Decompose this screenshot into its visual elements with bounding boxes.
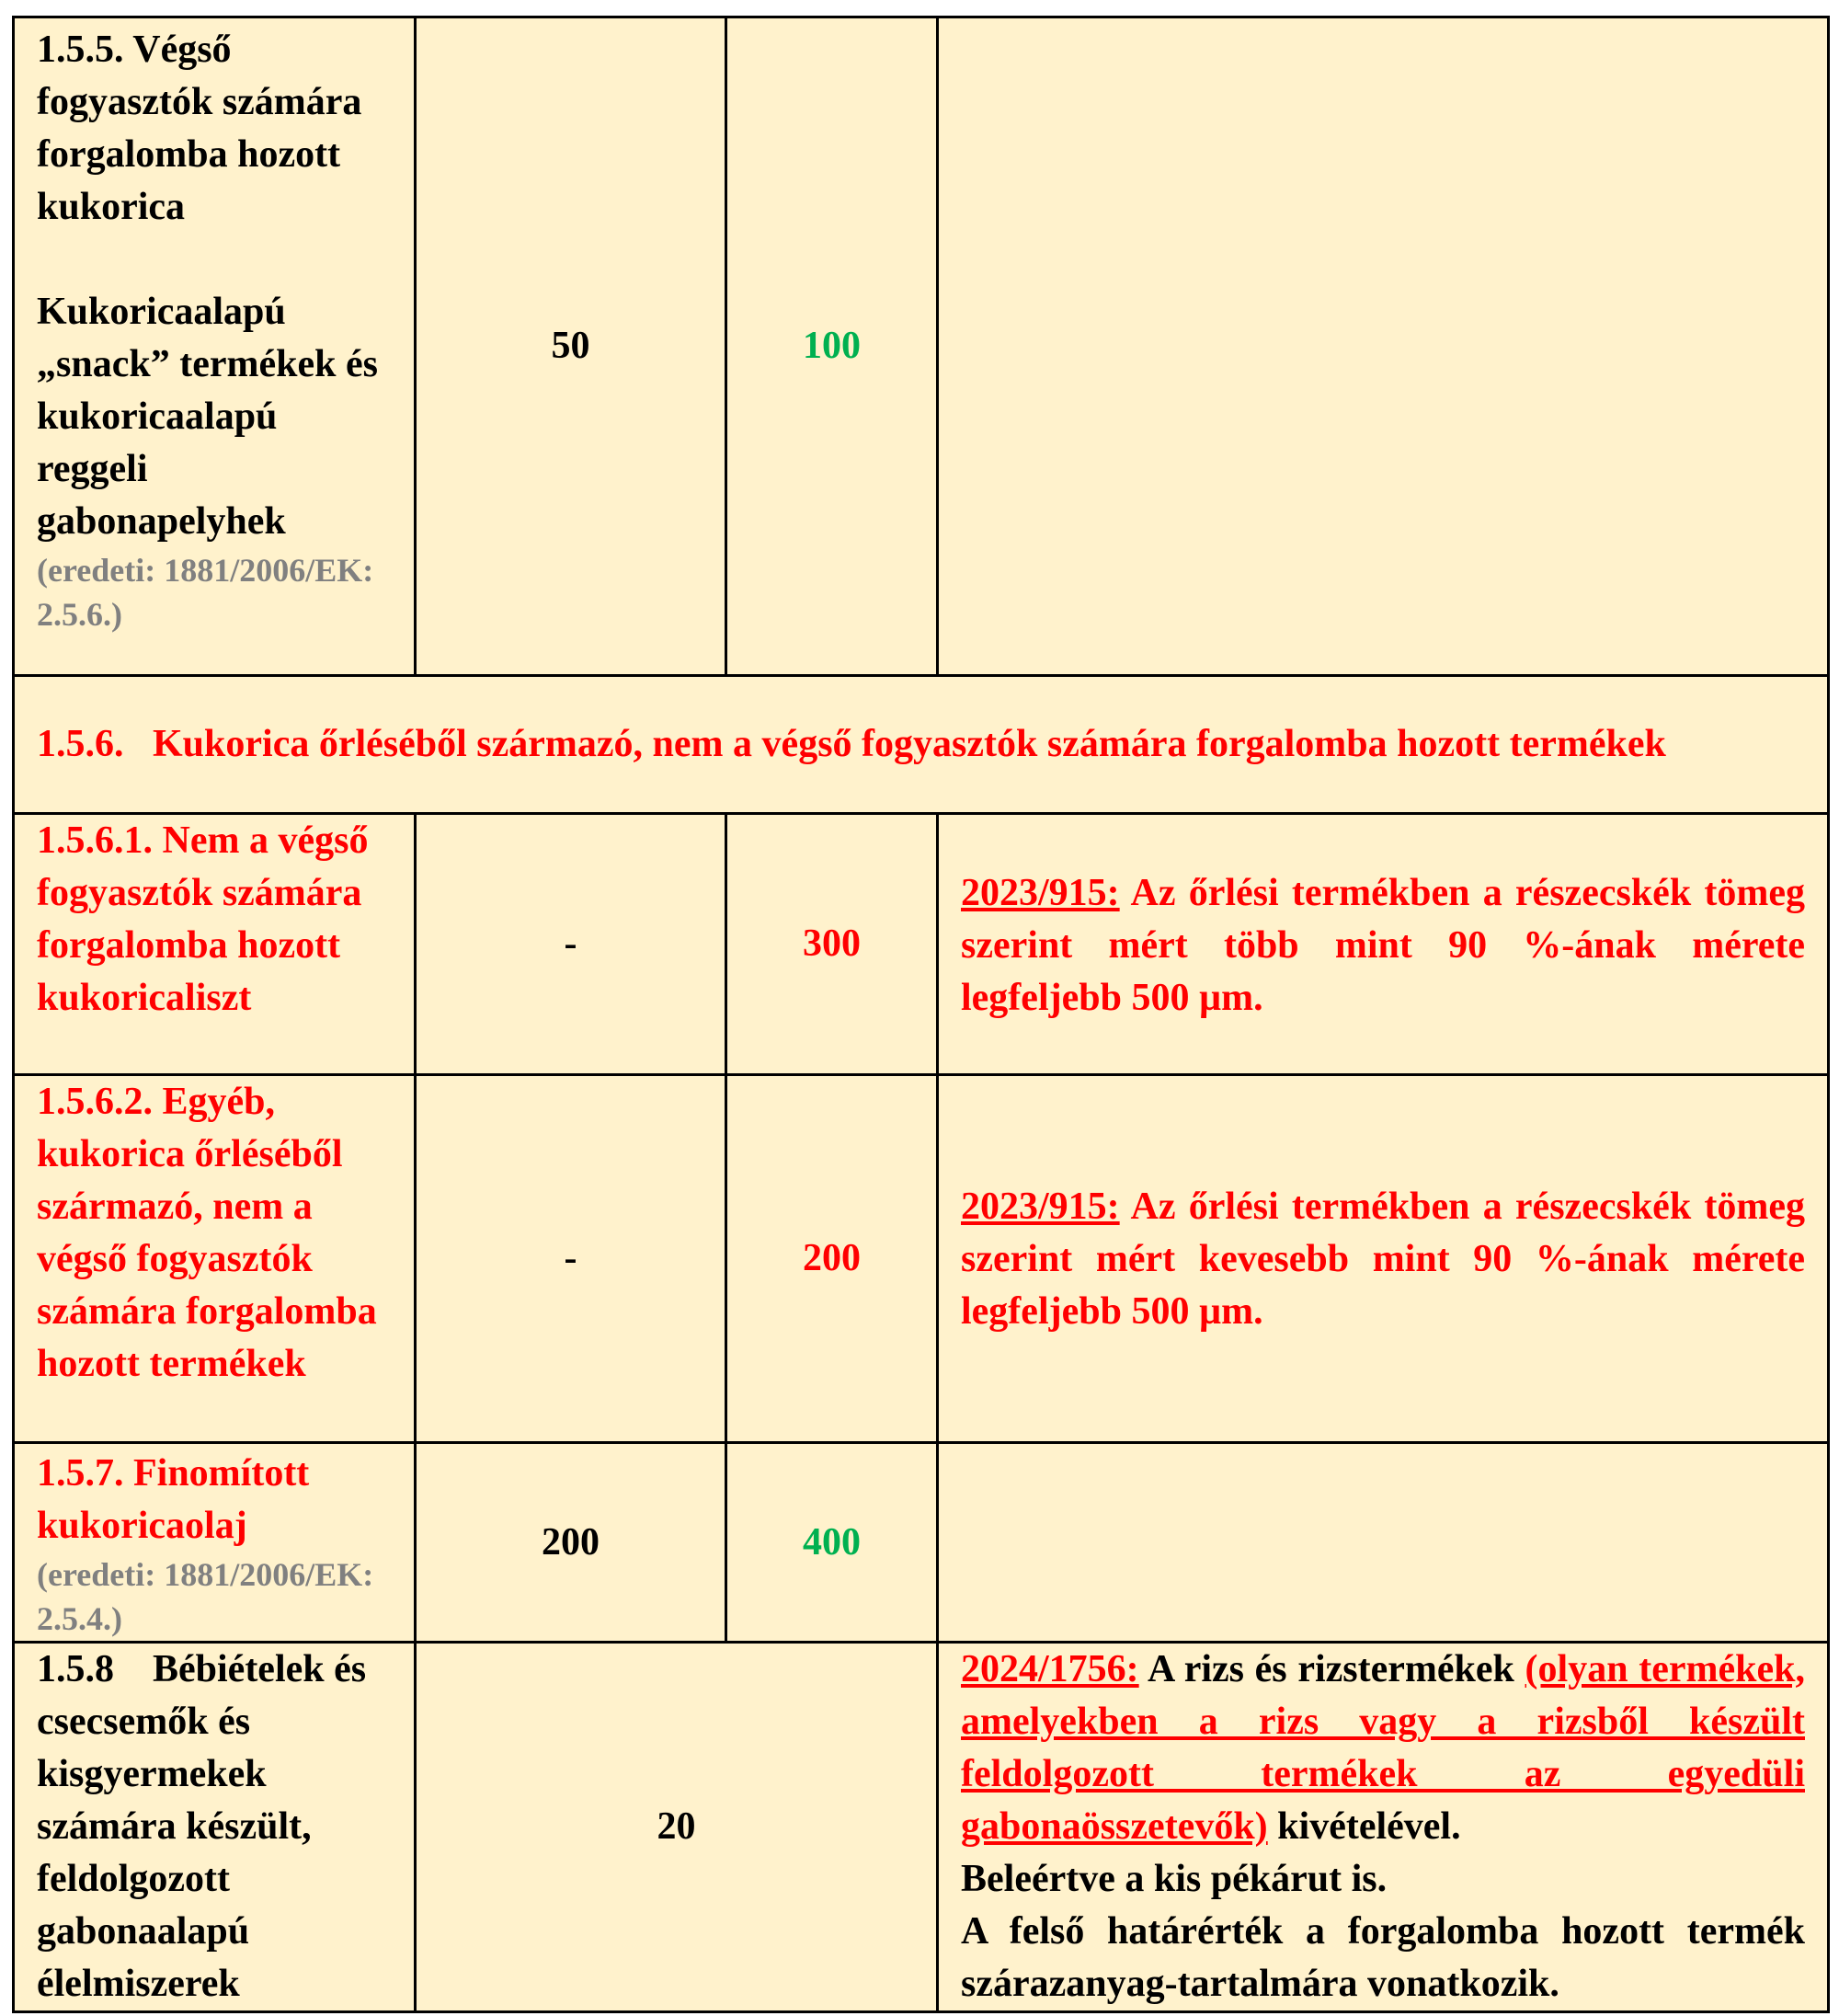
new-limit-cell: 400 <box>726 1443 938 1643</box>
new-limit-cell: 300 <box>726 814 938 1075</box>
product-title: 1.5.7. Finomított kukoricaolaj <box>37 1452 310 1547</box>
product-cell <box>14 1443 416 1643</box>
old-limit-cell: 200 <box>416 1443 726 1643</box>
note-cell <box>938 1443 1829 1643</box>
section-heading: 1.5.6. Kukorica őrléséből származó, nem a végső fogyasztók számára forgalomba hozott termékek <box>14 676 1829 814</box>
note-cell <box>938 814 1829 1075</box>
product-cell: 1.5.6.2. Egyéb, kukorica őrléséből származó, nem a végső fogyasztók számára forgalomba hozott termékek <box>14 1075 416 1443</box>
table-row <box>14 814 1829 1075</box>
product-subtitle: Kukoricaalapú „snack” termékek és kukoricaalapú reggeli gabonapelyhek <box>37 291 378 543</box>
old-limit-cell: - <box>416 1075 726 1443</box>
new-limit-cell: 100 <box>726 17 938 676</box>
regulation-reference: 2023/915: <box>961 1186 1120 1228</box>
note-cell <box>938 1643 1829 2012</box>
old-limit-cell: 50 <box>416 17 726 676</box>
regulation-reference: 2023/915: <box>961 872 1120 914</box>
note-text: Az őrlési termékben a részecskék tömeg szerint mért kevesebb mint 90 %-ának mérete legfeljebb 500 µm. <box>961 1186 1805 1333</box>
note-cell <box>938 1075 1829 1443</box>
note-exception: (olyan termékek, amelyekben a rizs vagy a rizsből készült feldolgozott termékek az egyedüli gabonaösszetevők) <box>961 1648 1805 1848</box>
note-text: Az őrlési termékben a részecskék tömeg szerint mért több mint 90 %-ának mérete legfeljebb 500 µm. <box>961 872 1805 1019</box>
product-cell: 1.5.8 Bébiételek és csecsemők és kisgyermekek számára készült, feldolgozott gabonaalapú élelmiszerek <box>14 1643 416 2012</box>
regulation-reference: 2024/1756: <box>961 1648 1139 1690</box>
limit-cell: 20 <box>416 1643 938 2012</box>
note-text: kivételével. <box>1267 1805 1461 1848</box>
note-text: A rizs és rizstermékek <box>1138 1648 1525 1690</box>
old-limit-cell: - <box>416 814 726 1075</box>
table-row <box>14 1075 1829 1443</box>
product-title: 1.5.5. Végső fogyasztók számára forgalomba hozott kukorica <box>37 29 362 228</box>
table-row <box>14 676 1829 814</box>
original-reference: (eredeti: 1881/2006/EK: 2.5.4.) <box>37 1556 374 1637</box>
product-cell <box>14 17 416 676</box>
original-reference: (eredeti: 1881/2006/EK: 2.5.6.) <box>37 552 374 633</box>
limits-table <box>12 16 1830 2013</box>
table-row <box>14 1443 1829 1643</box>
product-cell: 1.5.6.1. Nem a végső fogyasztók számára forgalomba hozott kukoricaliszt <box>14 814 416 1075</box>
note-line: Beleértve a kis pékárut is. <box>961 1858 1388 1900</box>
note-line: A felső határérték a forgalomba hozott termék szárazanyag-tartalmára vonatkozik. <box>961 1910 1805 2005</box>
note-cell <box>938 17 1829 676</box>
table-row <box>14 17 1829 676</box>
table-row <box>14 1643 1829 2012</box>
new-limit-cell: 200 <box>726 1075 938 1443</box>
